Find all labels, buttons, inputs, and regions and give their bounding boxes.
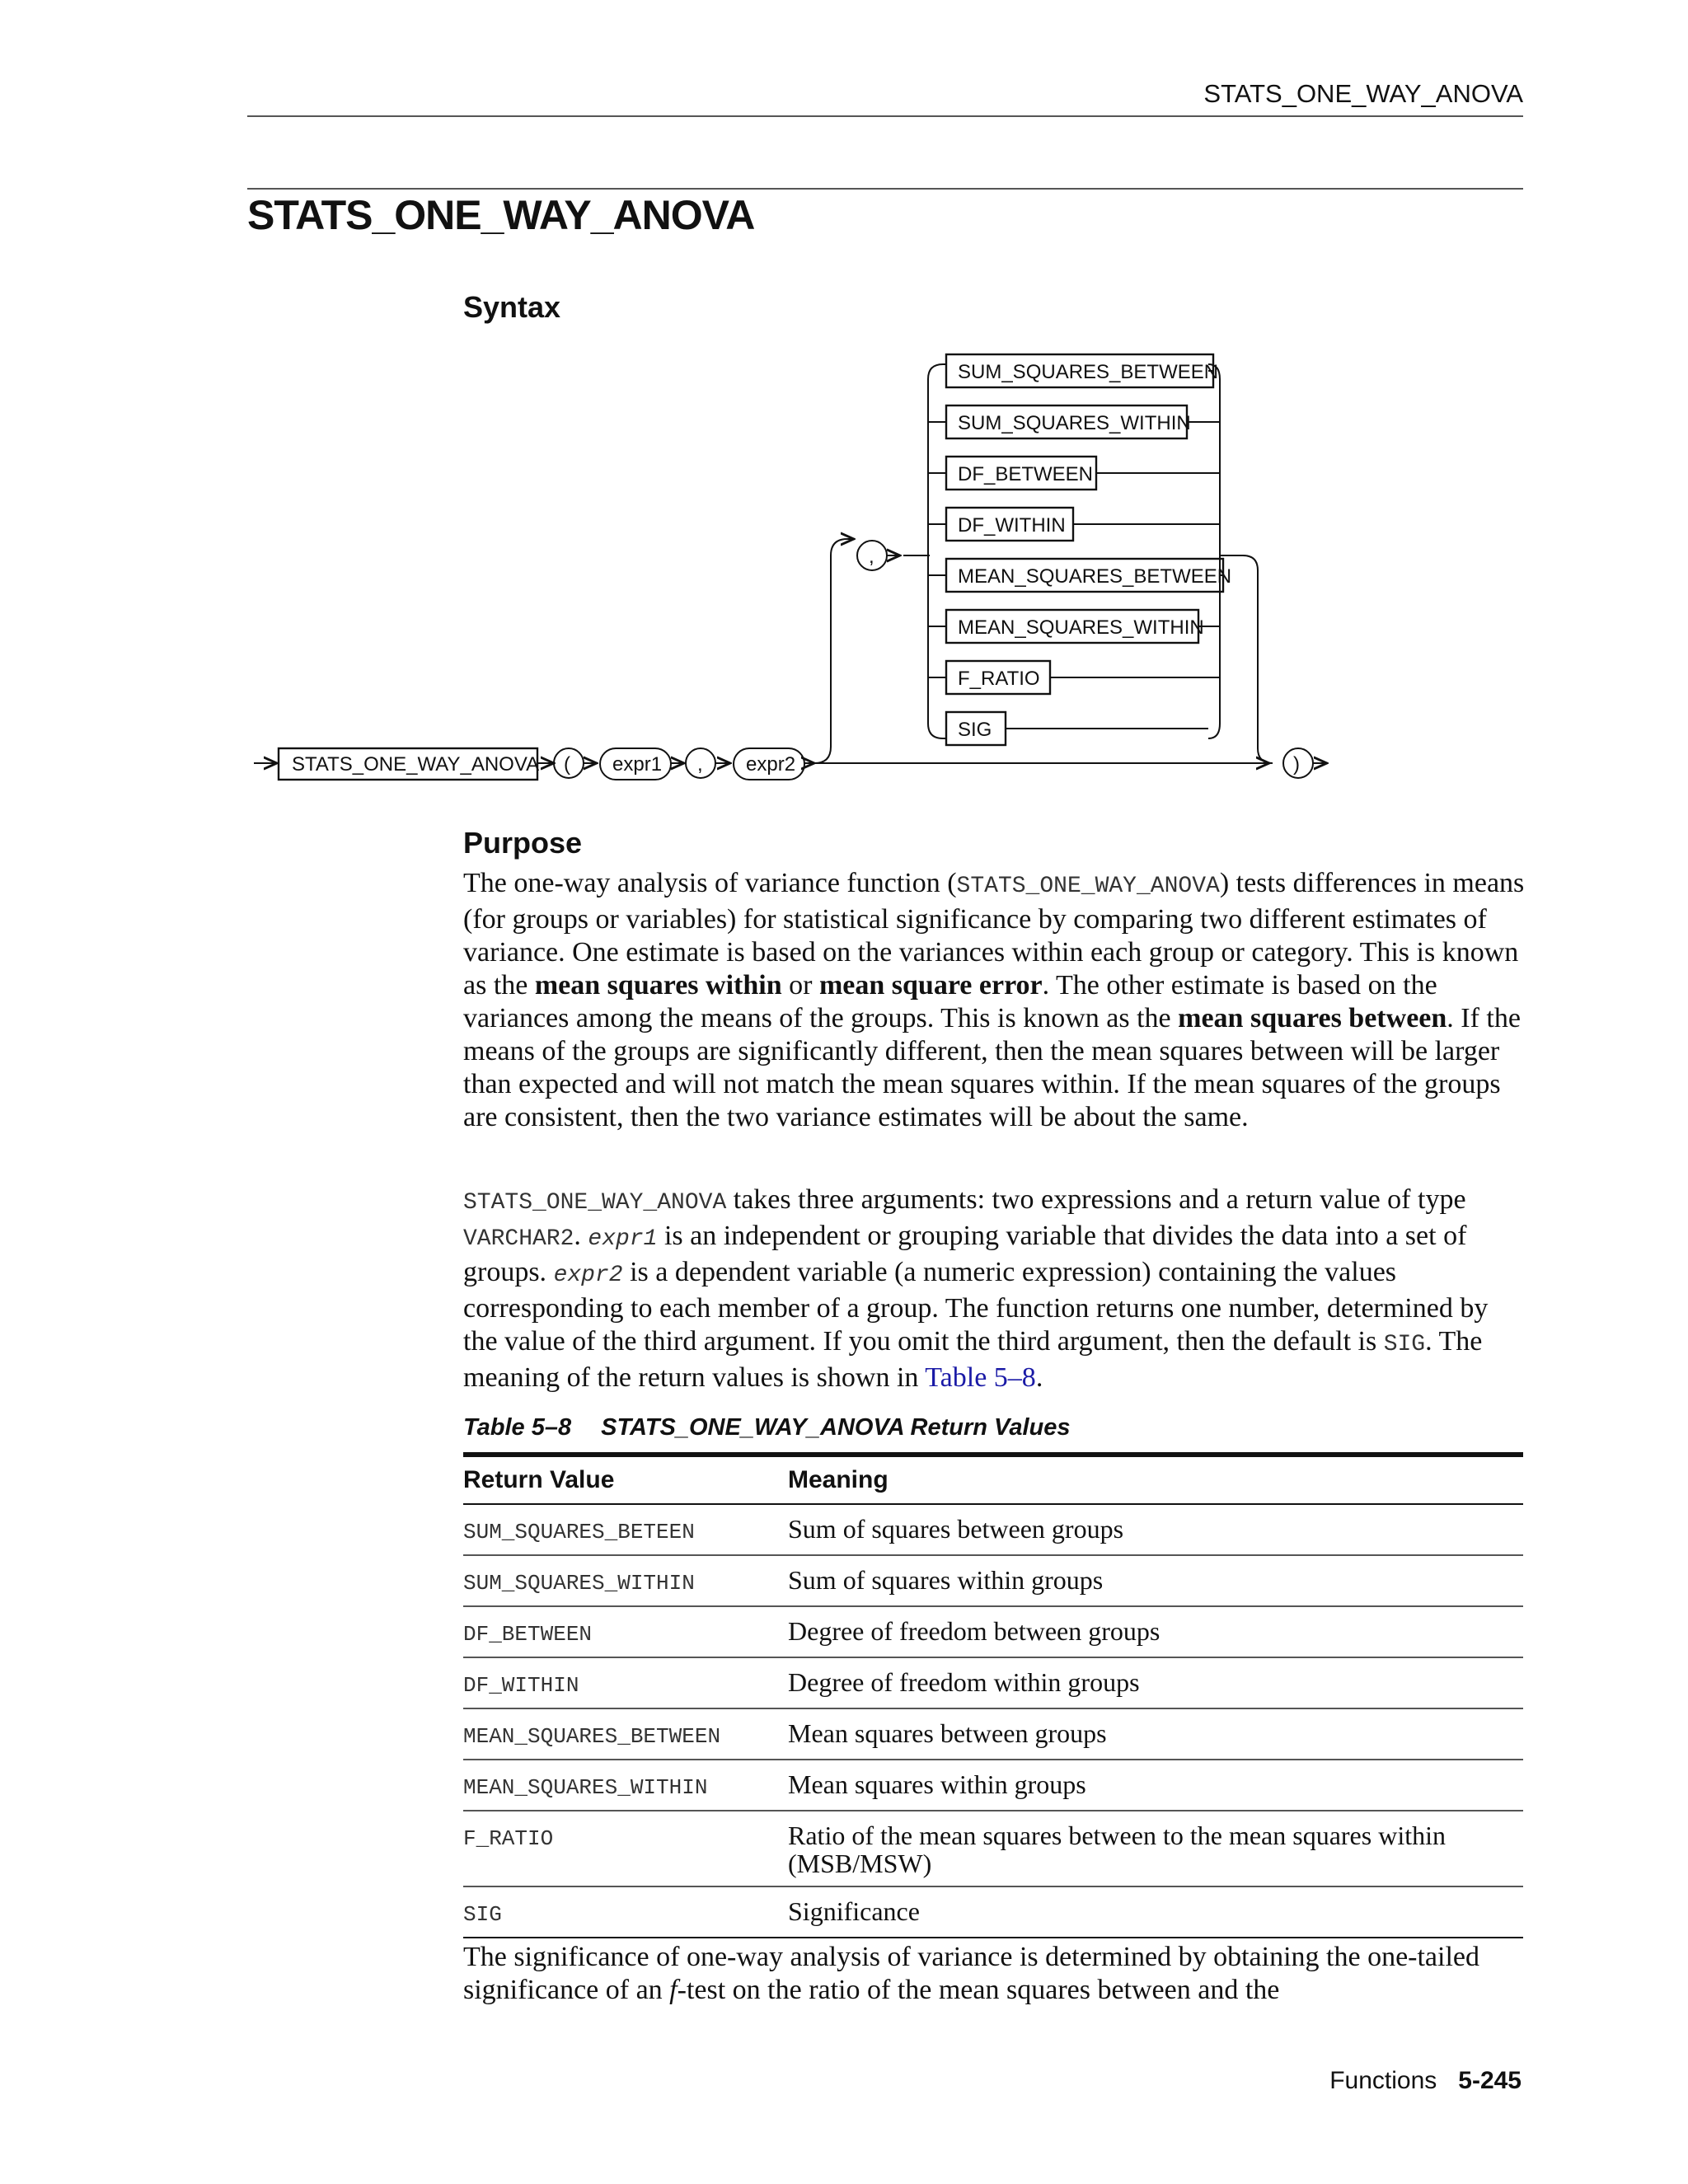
syntax-label-branch-comma: , [869, 546, 874, 568]
syntax-option-label: F_RATIO [958, 668, 1040, 690]
title-rule [247, 188, 1523, 190]
syntax-label-comma: , [697, 753, 703, 776]
syntax-option-label: SUM_SQUARES_WITHIN [958, 412, 1191, 434]
table-row: MEAN_SQUARES_BETWEEN Mean squares between groups [463, 1708, 1523, 1760]
column-header-return-value: Return Value [463, 1455, 788, 1504]
significance-paragraph: The significance of one-way analysis of variance is determined by obtaining the one-tailed significance of an f-test on the ratio of the mean squares between and the [463, 1942, 1479, 2005]
syntax-label-open-paren: ( [564, 753, 570, 776]
syntax-option-label: DF_WITHIN [958, 514, 1066, 537]
syntax-label-fn: STATS_ONE_WAY_ANOVA [292, 753, 540, 776]
syntax-option-label: SIG [958, 719, 992, 741]
table-row: MEAN_SQUARES_WITHIN Mean squares within groups [463, 1760, 1523, 1811]
column-header-meaning: Meaning [788, 1455, 1523, 1504]
return-values-table [463, 1452, 1523, 1938]
table-row: F_RATIO Ratio of the mean squares between to the mean squares within (MSB/MSW) [463, 1811, 1523, 1886]
page-footer [1329, 2067, 1522, 2095]
page-number: 5-245 [1458, 2067, 1522, 2094]
table-row: SUM_SQUARES_WITHIN Sum of squares within groups [463, 1555, 1523, 1606]
syntax-option-label: MEAN_SQUARES_BETWEEN [958, 565, 1232, 588]
syntax-option-label: SUM_SQUARES_BETWEEN [958, 361, 1219, 383]
running-head [247, 73, 1523, 117]
syntax-heading: Syntax [463, 290, 561, 324]
syntax-label-expr1: expr1 [612, 753, 663, 776]
table-5-8-link[interactable]: Table 5–8 [925, 1362, 1036, 1393]
table-caption: Table 5–8 STATS_ONE_WAY_ANOVA Return Values [463, 1414, 1071, 1441]
purpose-paragraph-1: The one-way analysis of variance function (STATS_ONE_WAY_ANOVA) tests differences in means (for groups or variables) for statistical significance by comparing two different estimates of variance. One estimate is based on the variances within each group or category. This is known as the mean squares within or mean square error. The other estimate is based on the variances among the means of the groups. This is known as the mean squares between. If the means of the groups are significantly different, then the mean squares between will be larger than expected and will not match the mean squares within. If the mean squares of the groups are consistent, then the two variance estimates will be about the same. [463, 868, 1525, 1132]
purpose-heading: Purpose [463, 826, 583, 860]
table-row: SIG Significance [463, 1886, 1523, 1938]
syntax-option-label: DF_BETWEEN [958, 463, 1094, 485]
table-row: DF_BETWEEN Degree of freedom between groups [463, 1606, 1523, 1657]
running-head-text: STATS_ONE_WAY_ANOVA [1203, 79, 1523, 108]
syntax-label-close-paren: ) [1293, 753, 1300, 776]
table-row: SUM_SQUARES_BETEEN Sum of squares between groups [463, 1504, 1523, 1555]
syntax-label-expr2: expr2 [746, 753, 796, 776]
syntax-diagram [247, 346, 1352, 791]
footer-section: Functions [1329, 2067, 1437, 2094]
syntax-option-label: MEAN_SQUARES_WITHIN [958, 616, 1204, 639]
purpose-paragraph-2: STATS_ONE_WAY_ANOVA takes three arguments: two expressions and a return value of type VARCHAR2. expr1 is an independent or grouping variable that divides the data into a set of groups. expr2 is a dependent variable (a numeric expression) containing the values corresponding to each member of a group. The function returns one number, determined by the value of the third argument. If you omit the third argument, then the default is SIG. The meaning of the return values is shown in Table 5–8. [463, 1184, 1489, 1393]
table-row: DF_WITHIN Degree of freedom within groups [463, 1657, 1523, 1708]
page-title: STATS_ONE_WAY_ANOVA [247, 192, 755, 238]
